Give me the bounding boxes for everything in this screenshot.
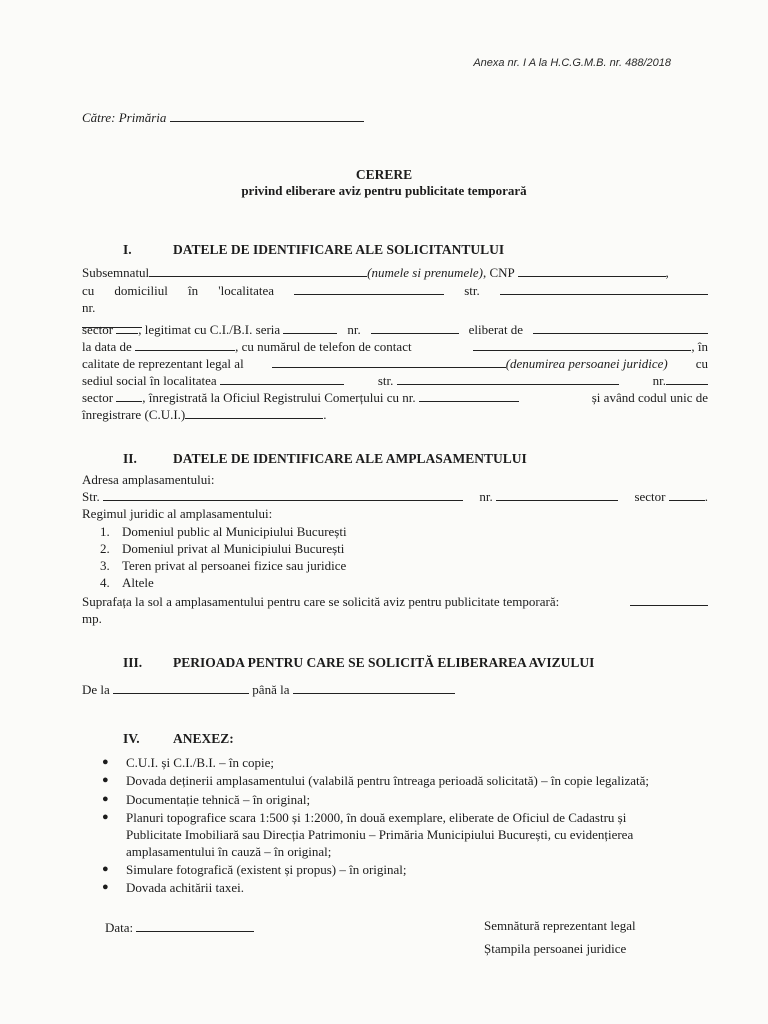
- label: nr.: [479, 489, 493, 504]
- label: nr.: [652, 373, 666, 388]
- item-number: 3.: [100, 558, 110, 573]
- label: în: [187, 283, 199, 298]
- ci-nr-field[interactable]: [371, 322, 459, 334]
- row-inregistrata: [82, 390, 708, 406]
- hint: (denumirea persoanei juridice): [505, 356, 668, 371]
- row-cui: [82, 407, 708, 423]
- addressee-label: Către: Primăria: [82, 110, 167, 125]
- section-number: IV.: [123, 731, 140, 746]
- label: Subsemnatul: [82, 265, 150, 280]
- cui-field[interactable]: [185, 407, 323, 419]
- name-field[interactable]: [149, 265, 367, 277]
- row-domiciliul: [82, 283, 708, 299]
- row-adresa-str: [82, 489, 708, 505]
- bullet-icon: ●: [102, 774, 109, 786]
- item-text: Publicitate Imobiliară sau Direcția Patrimoniu – Primăria Municipiului București, cu evidențierea: [126, 827, 634, 842]
- row-suprafata: [82, 594, 708, 610]
- row-data: [82, 339, 708, 355]
- item-text: Altele: [122, 575, 154, 590]
- label: eliberat de: [468, 322, 524, 337]
- date-row: [105, 920, 254, 936]
- section-number: I.: [123, 242, 132, 257]
- list-item: [100, 558, 346, 574]
- bullet-icon: ●: [102, 881, 109, 893]
- label: sediul social în localitatea: [82, 373, 217, 388]
- phone-field[interactable]: [473, 339, 691, 351]
- item-text: Planuri topografice scara 1:500 și 1:2000, în două exemplare, eliberate de Oficiul de Cadastru și: [126, 810, 627, 825]
- label: , CNP: [482, 265, 515, 280]
- document-title: CERERE: [355, 167, 413, 182]
- site-sector-field[interactable]: [669, 489, 705, 501]
- section-title: ANEXEZ:: [173, 731, 234, 746]
- street-field[interactable]: [500, 283, 708, 295]
- label: .: [323, 407, 327, 422]
- item-number: 2.: [100, 541, 110, 556]
- item-number: 1.: [100, 524, 110, 539]
- item-text: Teren privat al persoanei fizice sau juridice: [122, 558, 347, 573]
- item-text: Domeniul privat al Municipiului București: [122, 541, 345, 556]
- list-item: [100, 541, 344, 557]
- sector-field[interactable]: [116, 322, 138, 334]
- hq-nr-field[interactable]: [666, 373, 708, 385]
- item-text: Dovada achitării taxei.: [126, 880, 245, 895]
- label: De la: [82, 682, 110, 697]
- annex-reference: Anexa nr. I A la H.C.G.M.B. nr. 488/2018: [473, 57, 671, 69]
- label: până la: [252, 682, 290, 697]
- row-calitate: [82, 356, 708, 372]
- item-text: amplasamentului în cauză – în original;: [126, 844, 332, 859]
- signature-label: Semnătură reprezentant legal: [484, 918, 636, 933]
- surface-field[interactable]: [630, 594, 708, 606]
- label: domiciliul: [114, 283, 168, 298]
- date-field[interactable]: [136, 920, 254, 932]
- stamp-label: Ștampila persoanei juridice: [484, 941, 627, 956]
- primaria-field[interactable]: [170, 110, 364, 122]
- item-text: Documentație tehnică – în original;: [126, 792, 311, 807]
- row-legitimat: [82, 322, 708, 338]
- label: nr.: [347, 322, 361, 337]
- hq-locality-field[interactable]: [220, 373, 344, 385]
- label: la data de: [82, 339, 132, 354]
- item-text: Simulare fotografică (existent și propus) – în original;: [126, 862, 407, 877]
- label: cu: [82, 283, 95, 298]
- label: nr.: [82, 300, 96, 315]
- reg-nr-field[interactable]: [419, 390, 519, 402]
- hq-sector-field[interactable]: [116, 390, 142, 402]
- item-text: Domeniul public al Municipiului București: [122, 524, 347, 539]
- section-4-heading: [123, 731, 234, 747]
- to-date-field[interactable]: [293, 682, 455, 694]
- label: str.: [377, 373, 394, 388]
- section-title: DATELE DE IDENTIFICARE ALE SOLICITANTULUI: [173, 242, 505, 257]
- row-subsemnatul: [82, 265, 708, 281]
- cnp-field[interactable]: [518, 265, 666, 277]
- list-item: [100, 575, 154, 591]
- issuer-field[interactable]: [533, 322, 708, 334]
- section-3-heading: [123, 655, 594, 671]
- label: .: [704, 489, 708, 504]
- bullet-icon: ●: [102, 756, 109, 768]
- label: Suprafața la sol a amplasamentului pentru care se solicită aviz pentru publicitate temporară:: [82, 594, 560, 609]
- label: ,: [665, 265, 669, 280]
- label: , înregistrată la Oficiul Registrului Comerțului cu nr.: [142, 390, 416, 405]
- list-item: [100, 524, 347, 540]
- site-nr-field[interactable]: [496, 489, 618, 501]
- label: cu: [695, 356, 708, 371]
- label: sector: [82, 322, 114, 337]
- section-number: III.: [123, 655, 143, 670]
- label: str.: [464, 283, 480, 298]
- section-title: DATELE DE IDENTIFICARE ALE AMPLASAMENTULUI: [173, 451, 527, 466]
- item-text: Dovada deținerii amplasamentului (valabilă pentru întreaga perioadă solicitată) – în copie legalizată;: [126, 773, 650, 788]
- row-mp: mp.: [82, 611, 102, 626]
- document-subtitle: privind eliberare aviz pentru publicitate temporară: [241, 183, 527, 198]
- label: calitate de reprezentant legal al: [82, 356, 244, 371]
- row-sediul: [82, 373, 708, 389]
- item-text: C.U.I. și C.I./B.I. – în copie;: [126, 755, 275, 770]
- label: , legitimat cu C.I./B.I. seria: [138, 322, 281, 337]
- date-label: Data:: [105, 920, 134, 935]
- section-number: II.: [123, 451, 137, 466]
- bullet-icon: ●: [102, 793, 109, 805]
- label: sector: [82, 390, 114, 405]
- label: și având codul unic de: [591, 390, 708, 405]
- serie-field[interactable]: [283, 322, 337, 334]
- site-street-field[interactable]: [103, 489, 463, 501]
- bullet-icon: ●: [102, 811, 109, 823]
- from-date-field[interactable]: [113, 682, 249, 694]
- bullet-icon: ●: [102, 863, 109, 875]
- issue-date-field[interactable]: [135, 339, 235, 351]
- row-perioada: [82, 682, 708, 698]
- row-adresa: Adresa amplasamentului:: [82, 472, 215, 487]
- label: Str.: [82, 489, 100, 504]
- label: , cu numărul de telefon de contact: [235, 339, 412, 354]
- addressee-line: [82, 110, 364, 126]
- section-2-heading: [123, 451, 527, 467]
- localitate-field[interactable]: [294, 283, 444, 295]
- label: sector: [634, 489, 666, 504]
- section-1-heading: [123, 242, 504, 258]
- section-title: PERIOADA PENTRU CARE SE SOLICITĂ ELIBERAREA AVIZULUI: [173, 655, 595, 670]
- label: înregistrare (C.U.I.): [82, 407, 186, 422]
- label: 'localitatea: [218, 283, 274, 298]
- label: , în: [691, 339, 708, 354]
- row-regim: Regimul juridic al amplasamentului:: [82, 506, 273, 521]
- item-number: 4.: [100, 575, 110, 590]
- company-name-field[interactable]: [272, 356, 506, 368]
- hq-street-field[interactable]: [397, 373, 619, 385]
- hint: (numele si prenumele): [367, 265, 483, 280]
